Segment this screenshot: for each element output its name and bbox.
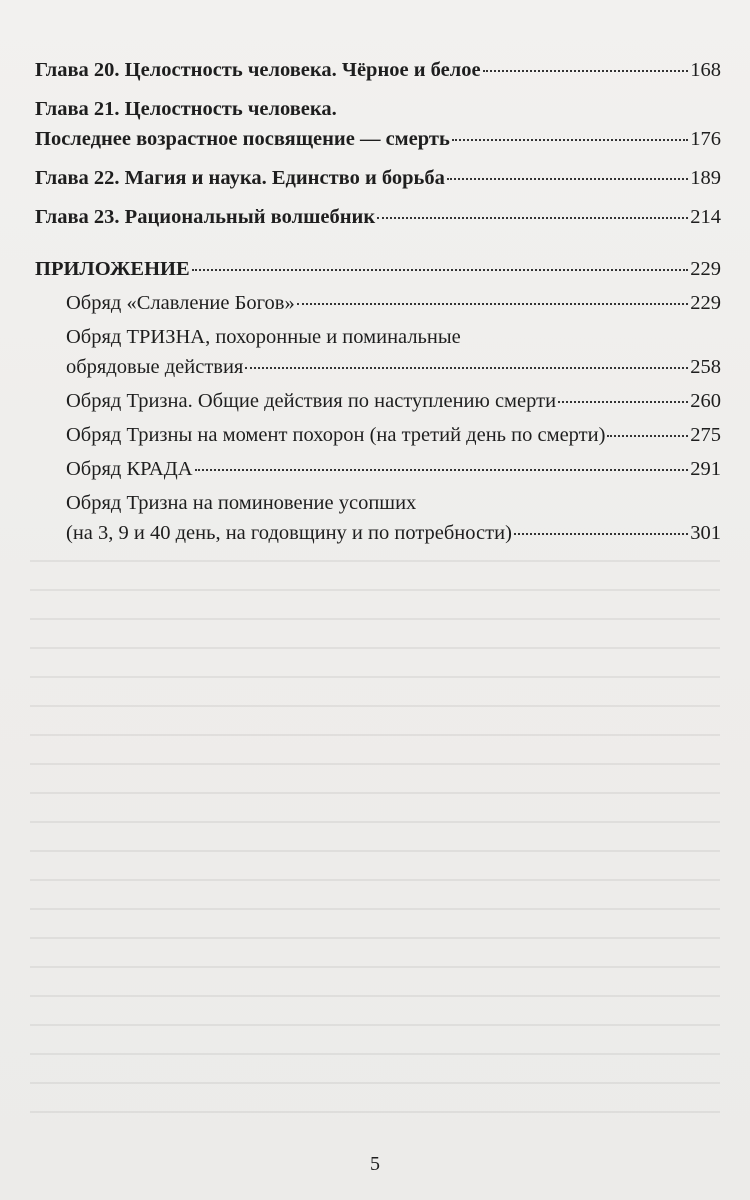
table-of-contents bbox=[35, 55, 721, 548]
toc-entry-title: Обряд Тризны на момент похорон (на третий день по смерти) bbox=[66, 424, 606, 446]
toc-entry bbox=[35, 420, 721, 450]
toc-entry-page: 258 bbox=[690, 356, 721, 378]
toc-entry bbox=[35, 94, 721, 154]
toc-entry-title: Обряд Тризна. Общие действия по наступлению смерти bbox=[66, 390, 557, 412]
toc-entry-title: Обряд «Славление Богов» bbox=[66, 292, 295, 314]
dot-leader bbox=[607, 435, 688, 437]
toc-entry-title: Глава 21. Целостность человека. bbox=[35, 98, 337, 120]
dot-leader bbox=[192, 269, 689, 271]
toc-entry-page: 189 bbox=[690, 167, 721, 189]
toc-entry-page: 275 bbox=[690, 424, 721, 446]
toc-entry-title: Обряд КРАДА bbox=[66, 458, 193, 480]
page-number: 5 bbox=[370, 1153, 380, 1175]
toc-entry-title: Глава 20. Целостность человека. Чёрное и белое bbox=[35, 59, 481, 81]
toc-entry-title: Обряд Тризна на поминовение усопших bbox=[66, 492, 417, 514]
toc-entry bbox=[35, 488, 721, 548]
toc-entry-title: Последнее возрастное посвящение — смерть bbox=[35, 128, 450, 150]
toc-entry-page: 301 bbox=[690, 522, 721, 544]
toc-entry-title: обрядовые действия bbox=[66, 356, 244, 378]
dot-leader bbox=[483, 70, 689, 72]
toc-entry-title: (на 3, 9 и 40 день, на годовщину и по потребности) bbox=[66, 522, 512, 544]
toc-entry bbox=[35, 55, 721, 85]
toc-entry bbox=[35, 202, 721, 232]
toc-entry-page: 229 bbox=[690, 292, 721, 314]
dot-leader bbox=[558, 401, 688, 403]
toc-entry-page: 291 bbox=[690, 458, 721, 480]
toc-entry-page: 260 bbox=[690, 390, 721, 412]
toc-entry-title: Глава 22. Магия и наука. Единство и борьба bbox=[35, 167, 445, 189]
toc-entry-title: Обряд ТРИЗНА, похоронные и поминальные bbox=[66, 326, 461, 348]
toc-entry-title: ПРИЛОЖЕНИЕ bbox=[35, 258, 190, 280]
toc-entry bbox=[35, 254, 721, 284]
toc-entry-page: 214 bbox=[690, 206, 721, 228]
dot-leader bbox=[297, 303, 689, 305]
dot-leader bbox=[245, 367, 688, 369]
bleed-through-text bbox=[30, 560, 720, 1120]
dot-leader bbox=[195, 469, 689, 471]
dot-leader bbox=[514, 533, 688, 535]
toc-entry bbox=[35, 163, 721, 193]
dot-leader bbox=[447, 178, 688, 180]
dot-leader bbox=[377, 217, 688, 219]
toc-entry-page: 168 bbox=[690, 59, 721, 81]
toc-entry bbox=[35, 288, 721, 318]
toc-entry-page: 229 bbox=[690, 258, 721, 280]
toc-entry-page: 176 bbox=[690, 128, 721, 150]
toc-entry bbox=[35, 322, 721, 382]
toc-entry bbox=[35, 386, 721, 416]
toc-entry-title: Глава 23. Рациональный волшебник bbox=[35, 206, 376, 228]
toc-entry bbox=[35, 454, 721, 484]
dot-leader bbox=[452, 139, 688, 141]
